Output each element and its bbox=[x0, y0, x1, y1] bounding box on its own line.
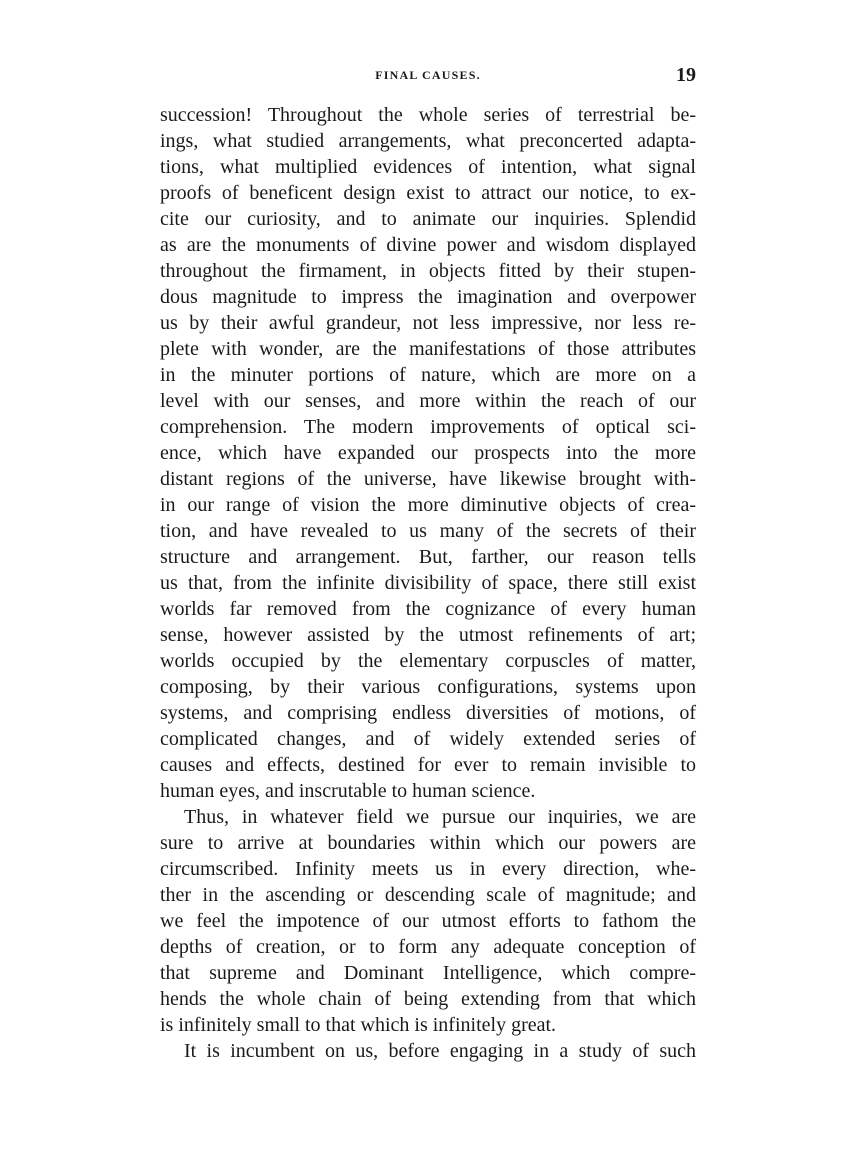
text-line: that supreme and Dominant Intelligence, which compre- bbox=[160, 962, 696, 984]
text-line: ence, which have expanded our prospects into the more bbox=[160, 442, 696, 464]
text-line: cite our curiosity, and to animate our inquiries. Splendid bbox=[160, 208, 696, 230]
page-number: 19 bbox=[676, 64, 696, 86]
text-line: tion, and have revealed to us many of the secrets of their bbox=[160, 520, 696, 542]
text-line: in our range of vision the more diminutive objects of crea- bbox=[160, 494, 696, 516]
text-line: proofs of beneficent design exist to attract our notice, to ex- bbox=[160, 182, 696, 204]
text-line: depths of creation, or to form any adequate conception of bbox=[160, 936, 696, 958]
text-line: distant regions of the universe, have likewise brought with- bbox=[160, 468, 696, 490]
text-line: comprehension. The modern improvements of optical sci- bbox=[160, 416, 696, 438]
text-line: level with our senses, and more within the reach of our bbox=[160, 390, 696, 412]
body-text bbox=[160, 102, 696, 1064]
text-line: dous magnitude to impress the imagination and overpower bbox=[160, 286, 696, 308]
text-line: worlds occupied by the elementary corpuscles of matter, bbox=[160, 650, 696, 672]
text-line: hends the whole chain of being extending from that which bbox=[160, 988, 696, 1010]
running-title: FINAL CAUSES. bbox=[375, 68, 481, 82]
paragraph-first-line: Thus, in whatever field we pursue our inquiries, we are bbox=[184, 806, 696, 828]
text-line: human eyes, and inscrutable to human science. bbox=[160, 780, 536, 802]
text-line: sure to arrive at boundaries within which our powers are bbox=[160, 832, 696, 854]
text-line: plete with wonder, are the manifestations of those attributes bbox=[160, 338, 696, 360]
text-line: in the minuter portions of nature, which are more on a bbox=[160, 364, 696, 386]
text-line: systems, and comprising endless diversities of motions, of bbox=[160, 702, 696, 724]
text-line: circumscribed. Infinity meets us in every direction, whe- bbox=[160, 858, 696, 880]
text-line: sense, however assisted by the utmost refinements of art; bbox=[160, 624, 696, 646]
text-line: us that, from the infinite divisibility of space, there still exist bbox=[160, 572, 696, 594]
text-line: ther in the ascending or descending scale of magnitude; and bbox=[160, 884, 696, 906]
text-line: as are the monuments of divine power and wisdom displayed bbox=[160, 234, 696, 256]
paragraph-first-line: It is incumbent on us, before engaging in a study of such bbox=[184, 1040, 696, 1062]
text-line: causes and effects, destined for ever to remain invisible to bbox=[160, 754, 696, 776]
text-line: complicated changes, and of widely extended series of bbox=[160, 728, 696, 750]
running-head bbox=[160, 64, 696, 94]
text-line: composing, by their various configurations, systems upon bbox=[160, 676, 696, 698]
text-line: is infinitely small to that which is infinitely great. bbox=[160, 1014, 557, 1036]
text-line: structure and arrangement. But, farther, our reason tells bbox=[160, 546, 696, 568]
text-line: we feel the impotence of our utmost efforts to fathom the bbox=[160, 910, 696, 932]
text-line: tions, what multiplied evidences of intention, what signal bbox=[160, 156, 696, 178]
text-line: worlds far removed from the cognizance of every human bbox=[160, 598, 696, 620]
text-line: succession! Throughout the whole series of terrestrial be- bbox=[160, 104, 696, 126]
text-line: us by their awful grandeur, not less impressive, nor less re- bbox=[160, 312, 696, 334]
text-line: throughout the firmament, in objects fitted by their stupen- bbox=[160, 260, 696, 282]
text-line: ings, what studied arrangements, what preconcerted adapta- bbox=[160, 130, 696, 152]
